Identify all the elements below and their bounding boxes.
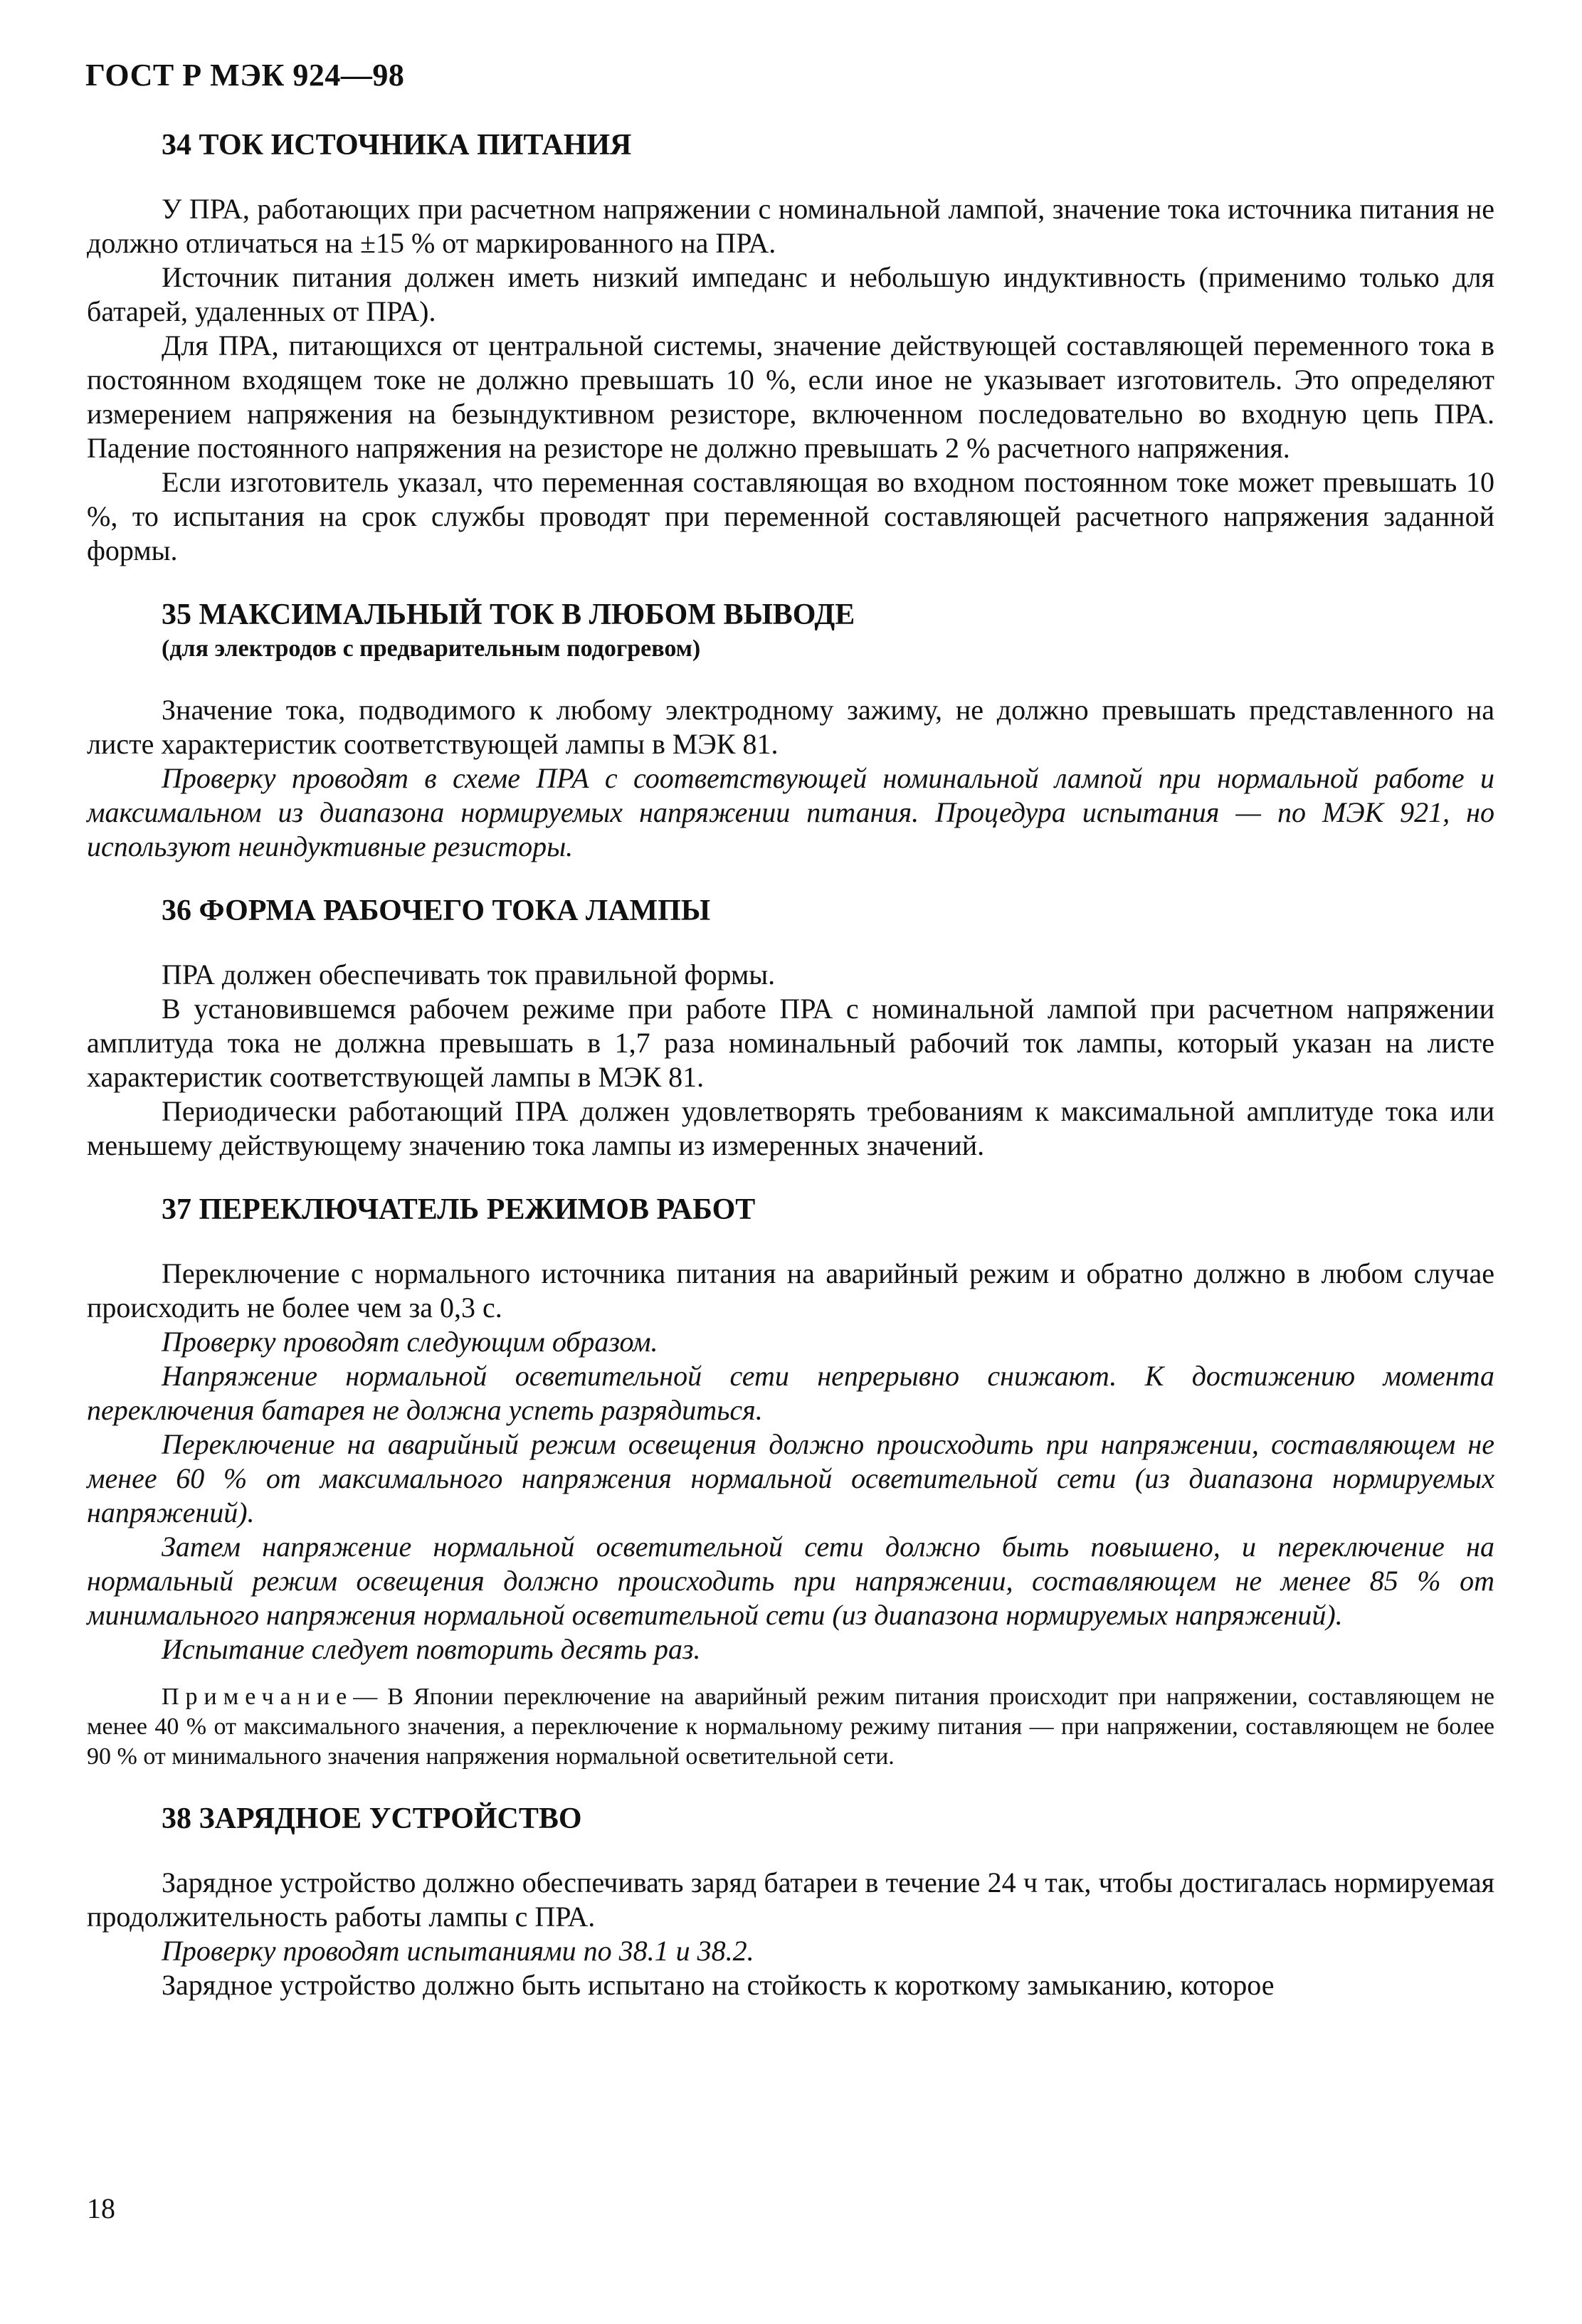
page-number: 18 xyxy=(87,2192,115,2224)
paragraph: Переключение с нормального источника питания на аварийный режим и обратно должно в любом случае происходить не более чем за 0,3 с. xyxy=(87,1257,1494,1324)
test-procedure-paragraph: Затем напряжение нормальной осветительной сети должно быть повышено, и переключение на нормальный режим освещения должно происходить при напряжении, составляющем не менее 85 % от минимального напряжения нормальной осветительной сети (из диапазона нормируемых напряжений). xyxy=(87,1531,1494,1631)
paragraph: Для ПРА, питающихся от центральной системы, значение действующей составляющей переменного тока в постоянном входящем токе не должно превышать 10 %, если иное не указывает изготовитель. Это определяют измерением напряжения на безындуктивном резисторе, включенном последовательно во входную цепь ПРА. Падение постоянного напряжения на резисторе не должно превышать 2 % расчетного напряжения. xyxy=(87,329,1494,464)
note-label: Примечание xyxy=(162,1684,354,1710)
section-36 xyxy=(87,892,1494,1163)
section-title: 37 ПЕРЕКЛЮЧАТЕЛЬ РЕЖИМОВ РАБОТ xyxy=(162,1193,756,1226)
note xyxy=(87,1682,1494,1772)
section-38 xyxy=(87,1800,1494,2002)
section-title: 34 ТОК ИСТОЧНИКА ПИТАНИЯ xyxy=(162,129,632,162)
note-text: — В Японии переключение на аварийный режим питания происходит при напряжении, составляющем не менее 40 % от максимального значения, а переключение к нормальному режиму питания — при напряжении, составляющем не более 90 % от минимального значения напряжения нормальной осветительной сети. xyxy=(87,1684,1494,1770)
section-title: 38 ЗАРЯДНОЕ УСТРОЙСТВО xyxy=(162,1802,582,1835)
paragraph: У ПРА, работающих при расчетном напряжении с номинальной лампой, значение тока источника питания не должно отличаться на ±15 % от маркированного на ПРА. xyxy=(87,193,1494,259)
section-35 xyxy=(87,596,1494,864)
section-subtitle: (для электродов с предварительным подогревом) xyxy=(162,635,701,662)
test-procedure-paragraph: Проверку проводят следующим образом. xyxy=(162,1326,658,1358)
paragraph: Зарядное устройство должно быть испытано на стойкость к короткому замыканию, которое xyxy=(162,1969,1275,2001)
paragraph: Если изготовитель указал, что переменная составляющая во входном постоянном токе может превышать 10 %, то испытания на срок службы проводят при переменной составляющей расчетного напряжения заданной формы. xyxy=(87,466,1494,566)
section-34 xyxy=(87,127,1494,568)
test-procedure-paragraph: Проверку проводят в схеме ПРА с соответствующей номинальной лампой при нормальной работе и максимальном из диапазона нормируемых напряжении питания. Процедура испытания — по МЭК 921, но используют неиндуктивные резисторы. xyxy=(87,762,1494,862)
page-content xyxy=(87,127,1494,2002)
paragraph: Значение тока, подводимого к любому электродному зажиму, не должно превышать представленного на листе характеристик соответствующей лампы в МЭК 81. xyxy=(87,694,1494,760)
paragraph: ПРА должен обеспечивать ток правильной формы. xyxy=(162,958,776,991)
running-head: ГОСТ Р МЭК 924—98 xyxy=(85,58,405,93)
paragraph: Зарядное устройство должно обеспечивать заряд батареи в течение 24 ч так, чтобы достигалась нормируемая продолжительность работы лампы с ПРА. xyxy=(87,1866,1494,1933)
paragraph: Периодически работающий ПРА должен удовлетворять требованиям к максимальной амплитуде тока или меньшему действующему значению тока лампы из измеренных значений. xyxy=(87,1095,1494,1161)
section-37 xyxy=(87,1191,1494,1772)
test-procedure-paragraph: Переключение на аварийный режим освещения должно происходить при напряжении, составляющем не менее 60 % от максимального напряжения нормальной осветительной сети (из диапазона нормируемых напряжений). xyxy=(87,1428,1494,1528)
test-procedure-paragraph: Испытание следует повторить десять раз. xyxy=(162,1633,701,1665)
test-procedure-paragraph: Напряжение нормальной осветительной сети непрерывно снижают. К достижению момента переключения батарея не должна успеть разрядиться. xyxy=(87,1360,1494,1426)
section-title: 36 ФОРМА РАБОЧЕГО ТОКА ЛАМПЫ xyxy=(162,894,711,927)
paragraph: В установившемся рабочем режиме при работе ПРА с номинальной лампой при расчетном напряжении амплитуда тока не должна превышать в 1,7 раза номинальный рабочий ток лампы, который указан на листе характеристик соответствующей лампы в МЭК 81. xyxy=(87,993,1494,1093)
test-procedure-paragraph: Проверку проводят испытаниями по 38.1 и 38.2. xyxy=(162,1935,754,1967)
paragraph: Источник питания должен иметь низкий импеданс и небольшую индуктивность (применимо только для батарей, удаленных от ПРА). xyxy=(87,261,1494,327)
section-title: 35 МАКСИМАЛЬНЫЙ ТОК В ЛЮБОМ ВЫВОДЕ xyxy=(162,598,855,631)
